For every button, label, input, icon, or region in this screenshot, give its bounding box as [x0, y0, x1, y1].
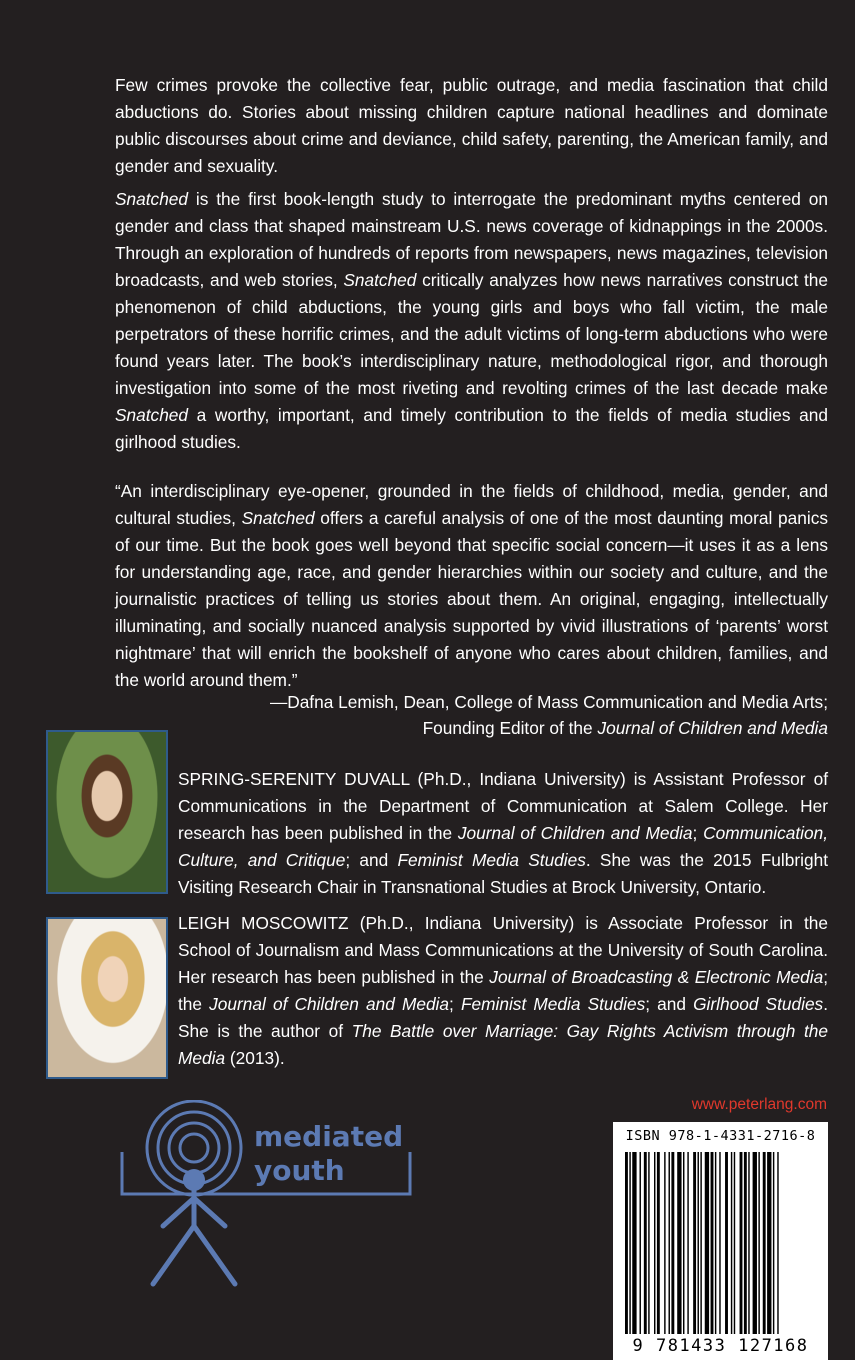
- journal-title: Girlhood Studies: [693, 994, 824, 1014]
- quote-text: offers a careful analysis of one of the most daunting moral panics of our time. But the book goes well beyond that specific social concern—it uses it as a lens for understanding age, race, and gender hierarchies within our society and culture, and the journalistic practices of telling us stories about them. An original, engaging, intellectually illuminating, and socially nuanced analysis supported by vivid illustrations of ‘parents’ worst nightmare’ that will enrich the bookshelf of anyone who cares about children, families, and the world around them.”: [115, 508, 828, 690]
- mediated-youth-series-logo: [118, 1100, 418, 1295]
- barcode-bar: [677, 1152, 681, 1334]
- barcode-bar: [687, 1152, 688, 1334]
- author-bio-moscowitz: [178, 910, 828, 1072]
- journal-title: Feminist Media Studies: [397, 850, 586, 870]
- book-title: Snatched: [115, 189, 189, 209]
- publisher-website: www.peterlang.com: [691, 1096, 827, 1113]
- barcode-bar: [698, 1152, 699, 1334]
- barcode-bar: [725, 1152, 728, 1334]
- blurb-text: is the first book-length study to interrogate the predominant myths centered on gender and class that shaped mainstream U.S. news coverage of kidnappings in the 2000s. Through an exploration of hundreds of reports from newspapers, news magazines, television broadcasts, and web stories,: [115, 189, 828, 290]
- isbn-label: ISBN 978-1-4331-2716-8: [625, 1128, 816, 1144]
- barcode-bar: [625, 1152, 628, 1334]
- barcode-bar: [654, 1152, 655, 1334]
- barcode-bar: [705, 1152, 709, 1334]
- author-photo-duvall: [46, 730, 168, 894]
- bio-text: . She is the author of: [178, 994, 829, 1041]
- bio-text: ;: [449, 994, 461, 1014]
- attribution-text: Founding Editor of the: [422, 718, 598, 738]
- bio-text: (2013).: [225, 1048, 285, 1068]
- barcode-bar: [758, 1152, 759, 1334]
- blurb-text: critically analyzes how news narratives construct the phenomenon of child abductions, the young girls and boys who fall victim, the male perpetrators of these horrific crimes, and the adult victims of long-term abductions who were found years later. The book’s interdisciplinary nature, methodological rigor, and thorough investigation into some of the most riveting and revolting crimes of the last decade make: [115, 270, 828, 398]
- barcode-bar: [648, 1152, 649, 1334]
- journal-title: Journal of Broadcasting & Electronic Media: [489, 967, 824, 987]
- barcode-bar: [731, 1152, 732, 1334]
- barcode-bar: [644, 1152, 647, 1334]
- book-title: Snatched: [241, 508, 315, 528]
- bio-text: . She was the 2015 Fulbright Visiting Research Chair in Transnational Studies at Brock University, Ontario.: [178, 850, 828, 897]
- barcode-bar: [693, 1152, 696, 1334]
- barcode-bar: [629, 1152, 630, 1334]
- book-title: Snatched: [343, 270, 417, 290]
- blurb-paragraph-1: Few crimes provoke the collective fear, public outrage, and media fascination that child abductions do. Stories about missing children capture national headlines and dominate public discourses about crime and deviance, child safety, parenting, the American family, and gender and sexuality.: [115, 75, 828, 176]
- quote-attribution-line-2: [423, 715, 828, 741]
- barcode-bar: [740, 1152, 743, 1334]
- isbn-barcode: [613, 1122, 828, 1360]
- barcode-bar: [767, 1152, 771, 1334]
- barcode-bar: [773, 1152, 774, 1334]
- isbn-digits: 9 781433 127168: [632, 1336, 809, 1356]
- barcode-bar: [640, 1152, 641, 1334]
- barcode-bar: [777, 1152, 778, 1334]
- barcode-bar: [744, 1152, 747, 1334]
- barcode-bar: [657, 1152, 660, 1334]
- barcode-bar: [748, 1152, 749, 1334]
- bio-text: ; and: [645, 994, 694, 1014]
- blurb-text: a worthy, important, and timely contribution to the fields of media studies and girlhood studies.: [115, 405, 828, 452]
- barcode-bar: [715, 1152, 716, 1334]
- journal-title: Journal of Children and Media: [457, 823, 693, 843]
- barcode-bar: [683, 1152, 684, 1334]
- endorsement-quote: [115, 478, 828, 694]
- blurb-paragraph-2: [115, 186, 828, 456]
- barcode-bars: [625, 1152, 816, 1334]
- book-title: Snatched: [115, 405, 189, 425]
- author-photo-moscowitz: [46, 917, 168, 1079]
- quote-attribution-line-1: —Dafna Lemish, Dean, College of Mass Communication and Media Arts;: [269, 692, 828, 712]
- bio-text: ; the: [178, 967, 828, 1014]
- book-title: The Battle over Marriage: Gay Rights Activism through the Media: [178, 1021, 829, 1068]
- barcode-bar: [669, 1152, 670, 1334]
- logo-text-line2: youth: [254, 1154, 345, 1187]
- barcode-bar: [632, 1152, 636, 1334]
- journal-title: Feminist Media Studies: [460, 994, 646, 1014]
- barcode-bar: [719, 1152, 720, 1334]
- barcode-bar: [711, 1152, 714, 1334]
- journal-title: Journal of Children and Media: [209, 994, 450, 1014]
- barcode-bar: [734, 1152, 735, 1334]
- bio-text: ;: [692, 823, 704, 843]
- barcode-bar: [664, 1152, 665, 1334]
- barcode-bar: [700, 1152, 701, 1334]
- logo-text-line1: mediated: [254, 1120, 404, 1153]
- quote-text: “An interdisciplinary eye-opener, grounded in the fields of childhood, media, gender, and cultural studies,: [115, 481, 828, 528]
- bio-text: SPRING-SERENITY DUVALL (Ph.D., Indiana University) is Assistant Professor of Communications in the Department of Communication at Salem College. Her research has been published in the: [178, 769, 828, 843]
- barcode-bar: [671, 1152, 674, 1334]
- barcode-bar: [763, 1152, 766, 1334]
- bio-text: LEIGH MOSCOWITZ (Ph.D., Indiana University) is Associate Professor in the School of Journalism and Mass Communications at the University of South Carolina. Her research has been published in the: [178, 913, 828, 987]
- bio-text: ; and: [345, 850, 398, 870]
- journal-title: Communication, Culture, and Critique: [178, 823, 829, 870]
- author-bio-duvall: [178, 766, 828, 901]
- journal-title: Journal of Children and Media: [597, 718, 828, 738]
- barcode-bar: [753, 1152, 757, 1334]
